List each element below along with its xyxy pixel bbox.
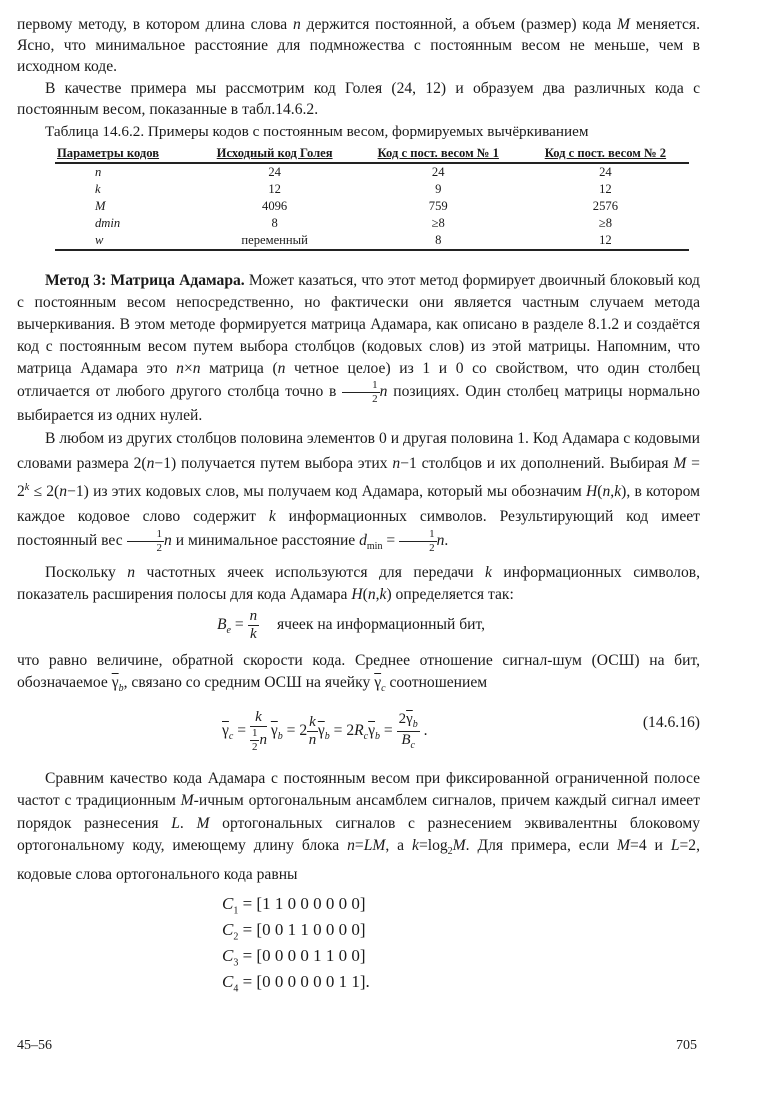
table-header: Код с пост. весом № 2 xyxy=(522,144,689,163)
table-cell: ≥8 xyxy=(431,216,445,230)
table-cell: 8 xyxy=(355,232,522,250)
table-cell: k xyxy=(95,182,101,196)
table-cell: 24 xyxy=(599,165,612,179)
paragraph-4: В любом из других столбцов половина элементов 0 и другая половина 1. Код Адамара с кодовыми словами размера 2(n−1) получается путем выбора этих n−1 столбцов и их дополнений. Выбирая $M = 2^k \le 2(n-1)$ из этих кодовых слов, мы получаем код Адамара, который мы обозначим H(n,k), в котором каждое кодовое слово содержит k информационных символов. Результирующий код имеет постоянный вес $\frac{1}{2}$ n и минимальное расстояние $d_{min}$ = $\frac{1}{2}$ n. xyxy=(17,430,700,555)
codeword-bits: 0 0 1 1 0 0 0 0 xyxy=(262,920,360,940)
table-cell: 2576 xyxy=(592,199,618,213)
table-cell: переменный xyxy=(195,232,355,250)
table-row xyxy=(55,232,689,250)
table-cell: w xyxy=(55,232,195,250)
table-cell: 9 xyxy=(435,182,442,196)
method3-paragraph: Метод 3: Матрица Адамара. Может казаться, что этот метод формирует двоичный блоковый код с постоянным весом непосредственно, но фактически они является частным случаем метода вычеркивания. В этом методе формируется матрица Адамара, как описано в разделе 8.1.2 и создаётся код с постоянным весом путем выбора столбцов (кодовых слов) из этой матрицы. Напомним, что матрица Адамара это n×n матрица (n четное целое) из 1 и 0 со свойством, что один столбец отличается от любого другого столбца точно в $\frac{1}{2}$ n позициях. Один столбец матрицы нормально выбирается из одних нулей. xyxy=(17,272,700,424)
table-cell: 759 xyxy=(428,199,448,213)
table-cell: dmin xyxy=(95,216,121,230)
method3-heading: Метод 3: Матрица Адамара. xyxy=(45,272,245,289)
page-content xyxy=(17,14,700,996)
table-header: Исходный код Голея xyxy=(195,144,355,163)
codeword: $C_3 = [0$ 0 0 0 1 1 0 0] xyxy=(222,946,366,969)
table-header: Код с пост. весом № 1 xyxy=(355,144,522,163)
codeword-bits: 0 0 0 0 0 0 1 1 xyxy=(262,972,360,992)
paragraph-2: В качестве примера мы рассмотрим код Голея (24, 12) и образуем два различных кода с постоянным весом, показанные в табл.14.6.2. xyxy=(17,80,700,118)
codes-table xyxy=(55,144,689,251)
codeword: $C_1 = [1$ 1 0 0 0 0 0 0] xyxy=(222,894,366,917)
codeword-bits: 1 1 0 0 0 0 0 0 xyxy=(262,894,360,914)
footer-left: 45–56 xyxy=(17,1038,52,1053)
table-header: Параметры кодов xyxy=(55,144,195,163)
table-cell: 24 xyxy=(268,165,281,179)
table-caption: Таблица 14.6.2. Примеры кодов с постоянным весом, формируемых вычёркиванием xyxy=(45,123,589,140)
equation-number: (14.6.16) xyxy=(642,713,700,731)
table-cell: ≥8 xyxy=(598,216,612,230)
table-cell: 12 xyxy=(522,232,689,250)
table-cell: 8 xyxy=(271,216,278,230)
table-cell: 12 xyxy=(599,182,612,196)
formula-text: ячеек на информационный бит, xyxy=(276,615,486,633)
bandwidth-formula: $B_e$ = $\frac{n}{k}$ ячеек на информационный бит, xyxy=(217,607,486,642)
table-row xyxy=(55,163,689,181)
paragraph-5: Поскольку n частотных ячеек используются для передачи k информационных символов, показатель расширения полосы для кода Адамара H(n,k) определяется так: xyxy=(17,563,701,603)
table-row xyxy=(55,215,689,232)
table-header-row xyxy=(55,144,689,163)
table-cell: 4096 xyxy=(262,199,288,213)
paragraph-6: что равно величине, обратной скорости кода. Среднее отношение сигнал-шум (ОСШ) на бит, обозначаемое $\overline{\gamma}_b$, связано со средним ОСШ на ячейку $\overline{\gamma}_c$ соотношением xyxy=(17,651,700,694)
codeword: $C_4 = [0$ 0 0 0 0 0 1 1]. xyxy=(222,972,370,995)
codewords-block xyxy=(17,886,700,996)
table-cell: 24 xyxy=(431,165,445,179)
codeword-bits: 0 0 0 0 1 1 0 0 xyxy=(262,946,360,966)
paragraph-1: первому мeтоду, в котором длина слова n держится постоянной, а объем (размер) кода M меняется. Ясно, что минимальное расстояние для подмножества с постоянным весом не меньше, чем в исходном коде. xyxy=(17,16,700,75)
table-cell: n xyxy=(95,165,102,179)
paragraph-7: Сравним качество кода Адамара с постоянным весом при фиксированной ограниченной полосе частот с традиционным M-ичным ортогональным ансамблем сигналов, причем каждый сигнал имеет порядок разнесения L. M ортогональных сигналов с разнесением эквивалентны блоковому ортогональному коду, имеющему длину блока n=LM, а $k=\log_2M$. Для примера, если M=4 и L=2, кодовые слова ортогонального кода равны xyxy=(17,769,701,883)
table-cell: 12 xyxy=(268,182,281,196)
page-number: 705 xyxy=(676,1038,697,1053)
codeword: $C_2 = [0$ 0 1 1 0 0 0 0] xyxy=(222,920,366,943)
table-cell: M xyxy=(95,199,106,213)
snr-equation: $\overline{\gamma}_c$ = k $\frac{1}{2}$ n $\overline{\gamma}_b = 2$ $\frac{k}{n}$ $\overline{\gamma}_b = 2R_c\overline{\gamma}_b$ = $\frac{2\overline{\gamma}_b}{B_c}$ . (14.6.16) xyxy=(222,708,700,753)
table-row xyxy=(55,198,689,215)
table-row xyxy=(55,181,689,198)
